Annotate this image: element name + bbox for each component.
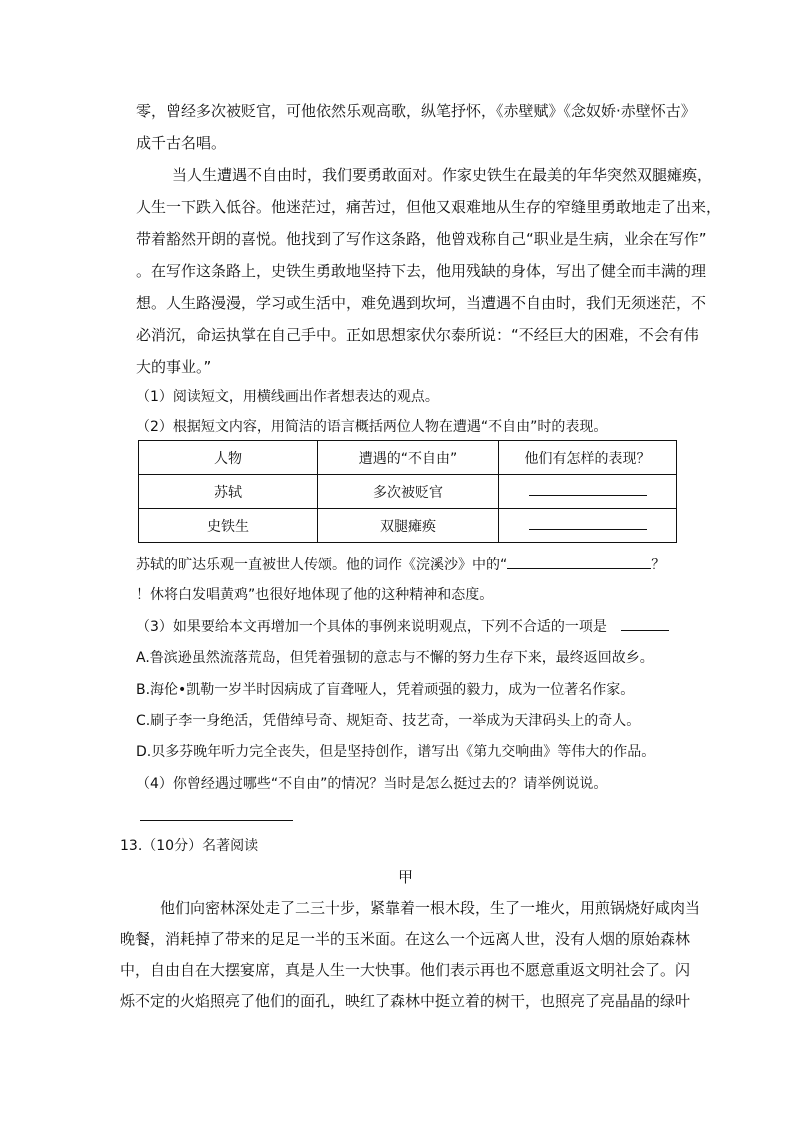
table-cell-person: 苏轼 — [139, 475, 318, 509]
question-3-line — [136, 616, 669, 636]
passage-line: 人生一下跌入低谷。他迷茫过，痛苦过，但他又艰难地从生存的窄缝里勇敢地走了出来， — [136, 198, 722, 216]
question-2b-text: 苏轼的旷达乐观一直被世人传颂。他的词作《浣溪沙》中的“ — [136, 557, 508, 573]
reading-line: 晚餐，消耗掉了带来的足足一半的玉米面。在这么一个远离人世，没有人烟的原始森林 — [120, 930, 691, 948]
table-header-cell: 人物 — [139, 441, 318, 475]
passage-line: 大的事业。” — [136, 358, 212, 376]
answer-line[interactable] — [140, 820, 293, 821]
table-row — [139, 475, 677, 509]
passage-line: 必消沉，命运执掌在自己手中。正如思想家伏尔泰所说：“不经巨大的困难，不会有伟 — [136, 326, 699, 344]
section-13-header: 13.（10分）名著阅读 — [120, 838, 259, 854]
section-13-subtitle: 甲 — [398, 868, 414, 886]
answer-blank[interactable] — [621, 629, 669, 631]
question-2b-text: ？ — [651, 557, 666, 573]
passage-line: 成千古名唱。 — [136, 134, 227, 152]
reading-line: 烁不定的火焰照亮了他们的面孔，映红了森林中挺立着的树干，也照亮了亮晶晶的绿叶 — [120, 992, 691, 1010]
question-2: （2）根据短文内容，用简洁的语言概括两位人物在遭遇“不自由”时的表现。 — [136, 419, 608, 435]
table-header-cell: 他们有怎样的表现？ — [499, 441, 677, 475]
option-a: A.鲁滨逊虽然流落荒岛，但凭着强韧的意志与不懈的努力生存下来，最终返回故乡。 — [136, 650, 654, 666]
passage-line: 带着豁然开朗的喜悦。他找到了写作这条路，他曾戏称自己“职业是生病，业余在写作” — [136, 230, 707, 248]
reading-line: 他们向密林深处走了二三十步，紧靠着一根木段，生了一堆火，用煎锅烧好咸肉当 — [160, 899, 701, 917]
passage-line: 想。人生路漫漫，学习或生活中，难免遇到坎坷，当遭遇不自由时，我们无须迷茫，不 — [136, 294, 707, 312]
answer-blank[interactable] — [507, 567, 651, 569]
table-row — [139, 509, 677, 543]
answer-table — [138, 440, 677, 543]
table-cell-event: 双腿瘫痪 — [318, 509, 499, 543]
reading-line: 中，自由自在大摆宴席，真是人生一大快事。他们表示再也不愿意重返文明社会了。闪 — [120, 961, 691, 979]
answer-blank[interactable] — [529, 494, 647, 496]
option-b: B.海伦•凯勒一岁半时因病成了盲聋哑人，凭着顽强的毅力，成为一位著名作家。 — [136, 682, 635, 698]
answer-blank[interactable] — [529, 528, 647, 530]
table-header-row — [139, 441, 677, 475]
option-c: C.刷子李一身绝活，凭借绰号奇、规矩奇、技艺奇，一举成为天津码头上的奇人。 — [136, 713, 641, 729]
question-2b-line — [136, 554, 665, 574]
passage-line: 。在写作这条路上，史铁生勇敢地坚持下去，他用残缺的身体，写出了健全而丰满的理 — [136, 262, 707, 280]
table-cell-event: 多次被贬官 — [318, 475, 499, 509]
table-cell-answer[interactable] — [499, 509, 677, 543]
table-header-cell: 遭遇的“不自由” — [318, 441, 499, 475]
question-1: （1）阅读短文，用横线画出作者想表达的观点。 — [136, 389, 439, 405]
passage-line: 当人生遭遇不自由时，我们要勇敢面对。作家史铁生在最美的年华突然双腿瘫痪， — [172, 166, 713, 184]
passage-line: 零，曾经多次被贬官，可他依然乐观高歌，纵笔抒怀，《赤壁赋》《念奴娇·赤壁怀古》 — [136, 102, 696, 120]
option-d: D.贝多芬晚年听力完全丧失，但是坚持创作，谱写出《第九交响曲》等伟大的作品。 — [136, 744, 656, 760]
question-2b-line: ！休将白发唱黄鸡”也很好地体现了他的这种精神和态度。 — [136, 587, 494, 603]
question-4: （4）你曾经遇过哪些“不自由”的情况？当时是怎么挺过去的？请举例说说。 — [136, 776, 608, 792]
table-cell-person: 史铁生 — [139, 509, 318, 543]
table-cell-answer[interactable] — [499, 475, 677, 509]
question-3: （3）如果要给本文再增加一个具体的事例来说明观点，下列不合适的一项是 — [136, 619, 607, 635]
